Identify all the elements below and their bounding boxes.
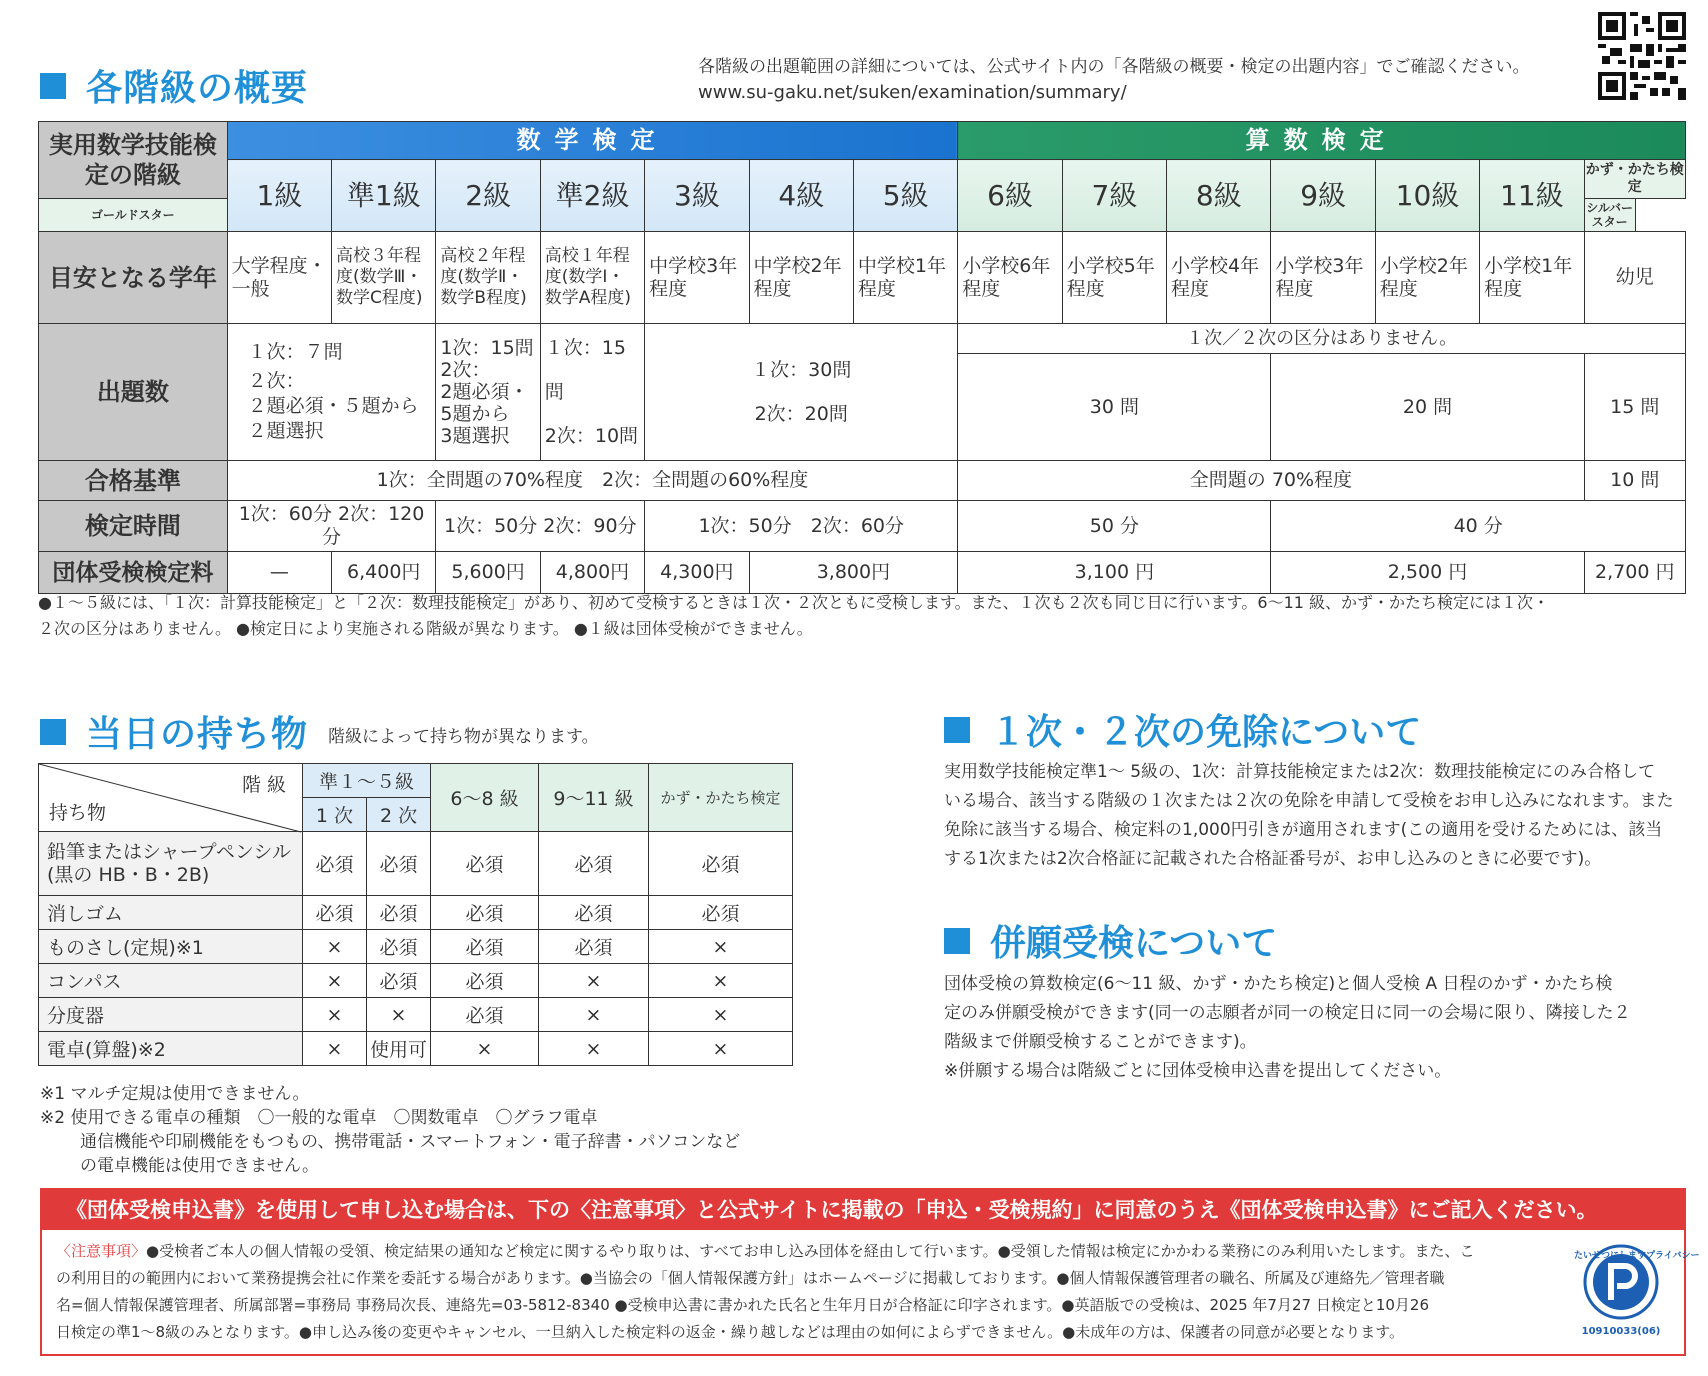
- time-grade-9-kazu: 40 分: [1271, 501, 1686, 552]
- grade-11: 11級: [1480, 160, 1584, 232]
- item-value: ×: [303, 998, 367, 1032]
- item-value: 必須: [367, 896, 431, 930]
- silver-star-header: シルバースター: [1584, 199, 1635, 232]
- item-value: 必須: [539, 832, 649, 896]
- target-grade-5: 中学校1年程度: [853, 232, 957, 324]
- item-row-label: 電卓(算盤)※2: [39, 1032, 303, 1066]
- items-note-2: ※2 使用できる電卓の種類 〇一般的な電卓 〇関数電卓 〇グラフ電卓: [40, 1108, 598, 1128]
- questions-kazu: 15 問: [1584, 354, 1685, 461]
- grade-8: 8級: [1167, 160, 1271, 232]
- grade-6: 6級: [958, 160, 1062, 232]
- privacy-number: 10910033(06): [1581, 1326, 1661, 1337]
- col-9-11: 9～11 級: [539, 764, 649, 832]
- items-note-4: の電卓機能は使用できません。: [80, 1156, 320, 1176]
- grade-footnote-2: ２次の区分はありません。 ●検定日により実施される階級が異なります。 ●１級は団体受検ができません。: [38, 619, 813, 638]
- arithmetic-test-header: 算数検定: [958, 122, 1686, 160]
- item-value: 必須: [649, 896, 793, 930]
- item-value: 必須: [431, 930, 539, 964]
- item-value: 必須: [367, 930, 431, 964]
- item-value: ×: [539, 1032, 649, 1066]
- time-grade-3-5: 1次：50分 2次：60分: [645, 501, 958, 552]
- item-value: ×: [539, 998, 649, 1032]
- item-row-label: 分度器: [39, 998, 303, 1032]
- grade-pre-1: 準1級: [332, 160, 436, 232]
- target-grade-1: 大学程度・一般: [227, 232, 331, 324]
- exemption-title: １次・２次の免除について: [944, 704, 1421, 755]
- item-value: ×: [367, 998, 431, 1032]
- item-value: ×: [303, 964, 367, 998]
- item-value: 必須: [431, 998, 539, 1032]
- target-grade-pre-2: 高校１年程度(数学Ⅰ・数学A程度): [540, 232, 644, 324]
- fee-row-label: 団体受検検定料: [39, 552, 228, 594]
- items-notes: [40, 1082, 740, 1178]
- item-value: 必須: [367, 964, 431, 998]
- title-square-icon: [40, 719, 66, 745]
- combined-title: 併願受検について: [944, 915, 1277, 966]
- item-value: 必須: [431, 964, 539, 998]
- grade-7: 7級: [1062, 160, 1166, 232]
- fee-grade-1: —: [227, 552, 331, 594]
- grade-10: 10級: [1375, 160, 1479, 232]
- pass-kazu: 10 問: [1584, 461, 1685, 501]
- item-value: 必須: [539, 896, 649, 930]
- item-row-label: ものさし(定規)※1: [39, 930, 303, 964]
- item-value: ×: [649, 930, 793, 964]
- target-grade-2: 高校２年程度(数学Ⅱ・数学B程度): [436, 232, 540, 324]
- fee-grade-3: 4,300円: [645, 552, 749, 594]
- overview-url[interactable]: www.su-gaku.net/suken/examination/summary/: [698, 82, 1127, 103]
- target-grade-6: 小学校6年程度: [958, 232, 1062, 324]
- grade-9: 9級: [1271, 160, 1375, 232]
- questions-grade-6-8: 30 問: [958, 354, 1271, 461]
- target-grade-4: 中学校2年程度: [749, 232, 853, 324]
- grade-5: 5級: [853, 160, 957, 232]
- item-value: ×: [303, 1032, 367, 1066]
- kazu-katachi-header: かず・かたち検定: [1584, 160, 1685, 199]
- item-row-label: 鉛筆またはシャープペンシル(黒の HB・B・2B): [39, 832, 303, 896]
- item-value: ×: [431, 1032, 539, 1066]
- questions-row-label: 出題数: [39, 324, 228, 461]
- item-value: ×: [649, 998, 793, 1032]
- target-kazu: 幼児: [1584, 232, 1685, 324]
- notice-label: 〈注意事項〉: [56, 1242, 147, 1260]
- time-grade-1-pre-1: 1次：60分 2次：120分: [227, 501, 436, 552]
- questions-grade-1-pre-1: １次：７問 ２次： ２題必須・５題から ２題選択: [227, 324, 436, 461]
- fee-grade-9-11: 2,500 円: [1271, 552, 1584, 594]
- corner-grade-label: 階 級: [241, 774, 286, 796]
- time-grade-2-pre-2: 1次：50分 2次：90分: [436, 501, 645, 552]
- notice-box: [40, 1188, 1700, 1356]
- target-row-label: 目安となる学年: [39, 232, 228, 324]
- grade-pre-2: 準2級: [540, 160, 644, 232]
- time-row-label: 検定時間: [39, 501, 228, 552]
- privacy-label: たいせつにしますプライバシー: [1574, 1251, 1700, 1261]
- col-kazu: かず・かたち検定: [649, 764, 793, 832]
- questions-grade-3-5: １次：30問 2次：20問: [645, 324, 958, 461]
- overview-title: 各階級の概要: [40, 60, 308, 111]
- items-title: 当日の持ち物: [40, 706, 308, 757]
- pass-math: 1次：全問題の70%程度 2次：全問題の60%程度: [227, 461, 958, 501]
- fee-kazu: 2,700 円: [1584, 552, 1685, 594]
- grade-table-corner: 実用数学技能検定の階級: [39, 122, 228, 199]
- fee-grade-2: 5,600円: [436, 552, 540, 594]
- corner-items-label: 持ち物: [49, 802, 107, 824]
- grade-2: 2級: [436, 160, 540, 232]
- grade-footnote-1: ●１～５級には、「１次：計算技能検定」と「２次：数理技能検定」があり、初めて受検するときは１次・２次ともに受検します。また、１次も２次も同じ日に行います。6～11 級、かず・かたち検定には１次・: [38, 593, 1550, 612]
- target-grade-7: 小学校5年程度: [1062, 232, 1166, 324]
- qr-code-icon[interactable]: [1598, 12, 1686, 100]
- col-pre1-5: 準１～５級: [303, 764, 431, 798]
- title-square-icon: [944, 717, 970, 743]
- col-2ji: 2 次: [367, 798, 431, 832]
- item-value: ×: [539, 964, 649, 998]
- grade-1: 1級: [227, 160, 331, 232]
- questions-grade-pre-2: １次：15問 2次：10問: [540, 324, 644, 461]
- title-square-icon: [944, 928, 970, 954]
- items-note-1: ※1 マルチ定規は使用できません。: [40, 1084, 310, 1104]
- math-test-header: 数学検定: [227, 122, 958, 160]
- exemption-body: 実用数学技能検定準1～ 5級の、1次：計算技能検定または2次：数理技能検定にのみ合格して いる場合、該当する階級の１次または２次の免除を申請して受検をお申し込みになれます。また 免除に該当する場合、検定料の1,000円引きが適用されます(この適用を受けるためには、該当 する1次または2次合格証に記載された合格証番号が、お申し込みのときに必要です)。: [944, 762, 1674, 869]
- item-value: ×: [649, 964, 793, 998]
- fee-grade-4-5: 3,800円: [749, 552, 958, 594]
- title-square-icon: [40, 73, 66, 99]
- item-value: 必須: [649, 832, 793, 896]
- items-table-corner: [39, 764, 303, 832]
- target-grade-9: 小学校3年程度: [1271, 232, 1375, 324]
- gold-star-header: ゴールドスター: [39, 199, 228, 232]
- item-value: 必須: [303, 832, 367, 896]
- item-value: ×: [649, 1032, 793, 1066]
- item-value: 必須: [539, 930, 649, 964]
- overview-detail-note: 各階級の出題範囲の詳細については、公式サイト内の「各階級の概要・検定の出題内容」でご確認ください。: [698, 57, 1530, 77]
- target-grade-8: 小学校4年程度: [1167, 232, 1271, 324]
- target-grade-11: 小学校1年程度: [1480, 232, 1584, 324]
- item-value: 必須: [431, 896, 539, 930]
- fee-grade-6-8: 3,100 円: [958, 552, 1271, 594]
- item-value: 必須: [303, 896, 367, 930]
- questions-no-division: １次／２次の区分はありません。: [958, 324, 1686, 354]
- col-6-8: 6～8 級: [431, 764, 539, 832]
- items-note-3: 通信機能や印刷機能をもつもの、携帯電話・スマートフォン・電子辞書・パソコンなど: [80, 1132, 741, 1152]
- target-grade-10: 小学校2年程度: [1375, 232, 1479, 324]
- item-value: 必須: [367, 832, 431, 896]
- item-row-label: 消しゴム: [39, 896, 303, 930]
- grade-3: 3級: [645, 160, 749, 232]
- target-grade-3: 中学校3年程度: [645, 232, 749, 324]
- item-value: 必須: [431, 832, 539, 896]
- item-value: ×: [303, 930, 367, 964]
- grade-overview-table: [38, 121, 1686, 594]
- fee-grade-pre-1: 6,400円: [332, 552, 436, 594]
- grade-4: 4級: [749, 160, 853, 232]
- fee-grade-pre-2: 4,800円: [540, 552, 644, 594]
- notice-body: 〈注意事項〉●受検者ご本人の個人情報の受領、検定結果の通知など検定に関するやり取りは、すべてお申し込み団体を経由して行います。●受領した情報は検定にかかわる業務にのみ利用いたします。また、こ の利用目的の範囲内において業務提携会社に作業を委託する場合があります。●当協会の「個人情報保護方針」はホームページに掲載しております。●個人情報保護管理者の職名、所属及び連絡先／管理者職 名=個人情報保護管理者、所属部署=事務局 事務局次長、連絡先=03-5812-8340 ●受検申込書に書かれた氏名と生年月日が合格証に印字されます。●英語版での受検は、2025 年7月27 日検定と10月26 日検定の準1～8級のみとなります。●申し込み後の変更やキャンセル、一旦納入した検定料の返金・繰り越しなどは理由の如何によらずできません。●未成年の方は、保護者の同意が必要となります。: [56, 1242, 1475, 1341]
- combined-body: 団体受検の算数検定(6～11 級、かず・かたち検定)と個人受検 A 日程のかず・かたち検 定のみ併願受検ができます(同一の志願者が同一の検定日に同一の会場に限り、隣接した２ 階級まで併願受検することができます)。 ※併願する場合は階級ごとに団体受検申込書を提出してください。: [944, 974, 1631, 1081]
- items-table: [38, 763, 793, 1066]
- pass-row-label: 合格基準: [39, 461, 228, 501]
- questions-grade-2: 1次：15問 2次： 2題必須・ 5題から 3題選択: [436, 324, 540, 461]
- privacy-mark: [1574, 1242, 1700, 1342]
- notice-banner: 《団体受検申込書》を使用して申し込む場合は、下の〈注意事項〉と公式サイトに掲載の「申込・受検規約」に同意のうえ《団体受検申込書》にご記入ください。: [42, 1190, 1684, 1230]
- items-subtitle: 階級によって持ち物が異なります。: [328, 727, 599, 747]
- questions-grade-9-11: 20 問: [1271, 354, 1584, 461]
- pass-arith: 全問題の 70%程度: [958, 461, 1584, 501]
- time-grade-6-8: 50 分: [958, 501, 1271, 552]
- col-1ji: 1 次: [303, 798, 367, 832]
- target-grade-pre-1: 高校３年程度(数学Ⅲ・数学C程度): [332, 232, 436, 324]
- item-value: 使用可: [367, 1032, 431, 1066]
- item-row-label: コンパス: [39, 964, 303, 998]
